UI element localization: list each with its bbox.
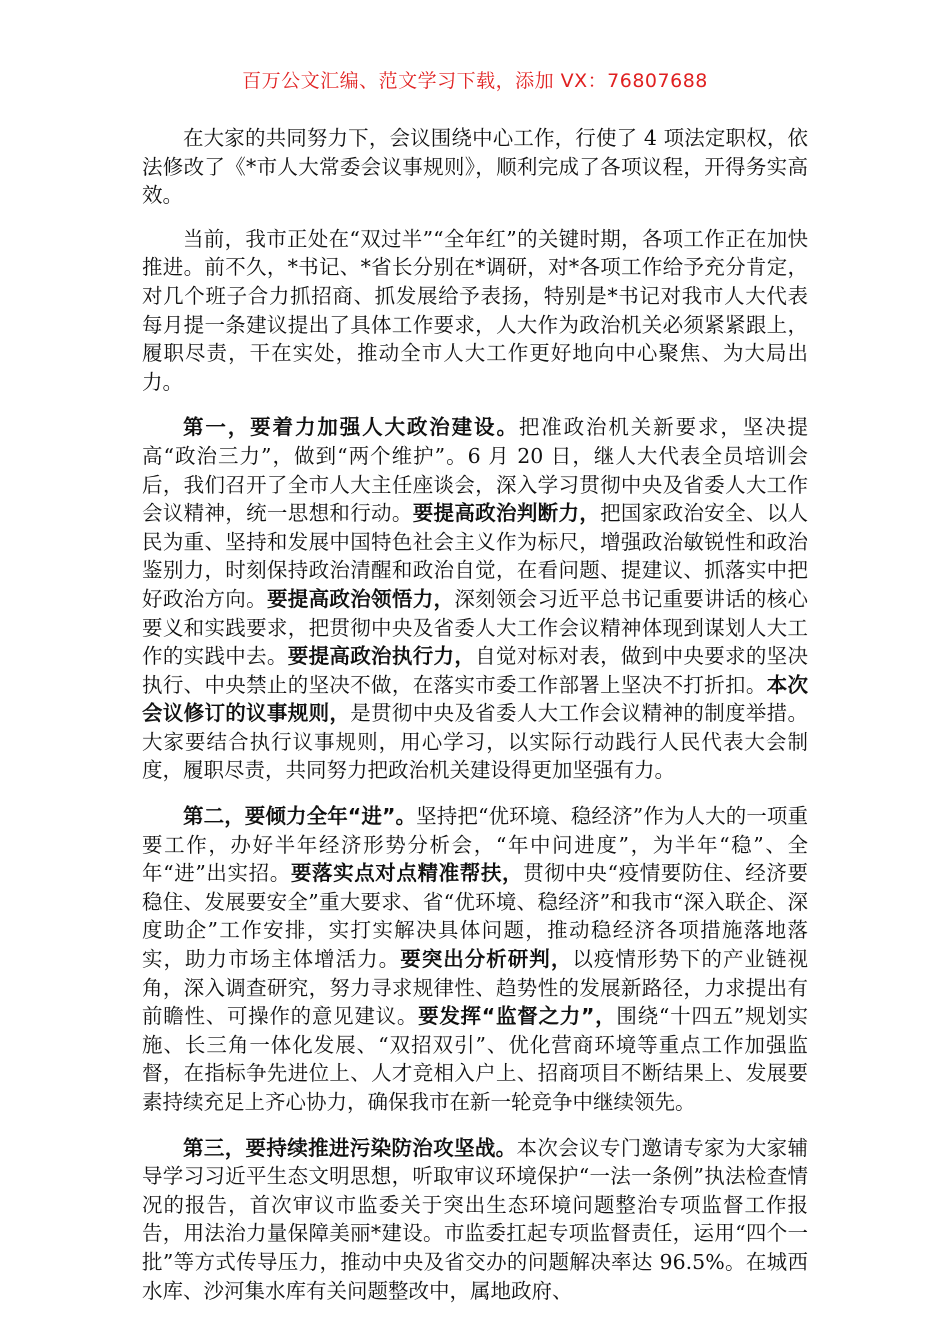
paragraph-4 <box>142 802 808 1117</box>
emphasis-text: 本次会议修订的议事规则， <box>142 672 809 726</box>
paragraph-3 <box>142 413 808 785</box>
watermark-header: 百万公文汇编、范文学习下载，添加 VX：76807688 <box>242 70 708 92</box>
paragraph-text: 坚持把“优环境、稳经济”作为人大的一项重要工作，办好半年经济形势分析会，“年中问进度”，为半年“稳”、全年“进”出实招。 <box>142 804 808 886</box>
section-heading-2: 第二，要倾力全年“进”。 <box>183 804 417 829</box>
paragraph-text: 把准政治机关新要求，坚决提高“政治三力”，做到“两个维护”。6 月 20 日，继人大代表全员培训会后，我们召开了全市人大主任座谈会，深入学习贯彻中央及省委人大工作会议精神，统一思想和行动。 <box>142 415 809 526</box>
emphasis-text: 要落实点对点精准帮扶， <box>290 861 524 886</box>
paragraph-text: 是贯彻中央及省委人大工作会议精神的制度举措。大家要结合执行议事规则，用心学习，以实际行动践行人民代表大会制度，履职尽责，共同努力把政治机关建设得更加坚强有力。 <box>142 701 809 783</box>
paragraph-text: 以疫情形势下的产业链视角，深入调查研究，努力寻求规律性、趋势性的发展新路径，力求提出有前瞻性、可操作的意见建议。 <box>142 947 809 1029</box>
section-heading-3: 第三，要持续推进污染防治攻坚战。 <box>183 1135 517 1160</box>
paragraph-text: 本次会议专门邀请专家为大家辅导学习习近平生态文明思想，听取审议环境保护“一法一条例”执法检查情况的报告，首次审议市监委关于突出生态环境问题整治专项监督工作报告，用法治力量保障美丽*建设。市监委扛起专项监督责任，运用“四个一批”等方式传导压力，推动中央及省交办的问题解决率达 96.5%。在城西水库、沙河集水库有关问题整改中，属地政府、 <box>142 1135 809 1303</box>
paragraph-1: 在大家的共同努力下，会议围绕中心工作，行使了 4 项法定职权，依法修改了《*市人大常委会议事规则》，顺利完成了各项议程，开得务实高效。 <box>142 126 808 208</box>
document-body <box>142 124 808 1322</box>
emphasis-text: 要提高政治领悟力， <box>266 586 455 611</box>
emphasis-text: 要提高政治判断力， <box>412 501 601 526</box>
paragraph-text: 深刻领会习近平总书记重要讲话的核心要义和实践要求，把贯彻中央及省委人大工作会议精神体现到谋划人大工作的实践中去。 <box>142 586 809 669</box>
paragraph-text: 围绕“十四五”规划实施、长三角一体化发展、“双招双引”、优化营商环境等重点工作加强监督，在指标争先进位上、人才竞相入户上、招商项目不断结果上、发展要素持续充足上齐心协力，确保我市在新一轮竞争中继续领先。 <box>142 1004 808 1114</box>
paragraph-5 <box>142 1134 808 1306</box>
section-heading-1: 第一，要着力加强人大政治建设。 <box>183 415 519 440</box>
paragraph-text: 贯彻中央“疫情要防住、经济要稳住、发展要安全”重大要求、省“优环境、稳经济”和我市“深入联企、深度助企”工作安排，实打实解决具体问题，推动稳经济各项措施落地落实，助力市场主体增活力。 <box>142 861 808 972</box>
emphasis-text: 要提高政治执行力， <box>287 644 476 669</box>
paragraph-2: 当前，我市正处在“双过半”“全年红”的关键时期，各项工作正在加快推进。前不久，*书记、*省长分别在*调研，对*各项工作给予充分肯定，对几个班子合力抓招商、抓发展给予表扬，特别是*书记对我市人大代表每月提一条建议提出了具体工作要求，人大作为政治机关必须紧紧跟上，履职尽责，干在实处，推动全市人大工作更好地向中心聚焦、为大局出力。 <box>142 226 808 394</box>
emphasis-text: 要突出分析研判， <box>400 947 573 972</box>
paragraph-text: 自觉对标对表，做到中央要求的坚决执行、中央禁止的坚决不做，在落实市委工作部署上坚决不打折扣。 <box>142 644 809 697</box>
paragraph-text: 把国家政治安全、以人民为重、坚持和发展中国特色社会主义作为标尺，增强政治敏锐性和政治鉴别力，时刻保持政治清醒和政治自觉，在看问题、提建议、抓落实中把好政治方向。 <box>142 501 809 611</box>
emphasis-text: 要发挥“监督之力”， <box>418 1004 617 1029</box>
